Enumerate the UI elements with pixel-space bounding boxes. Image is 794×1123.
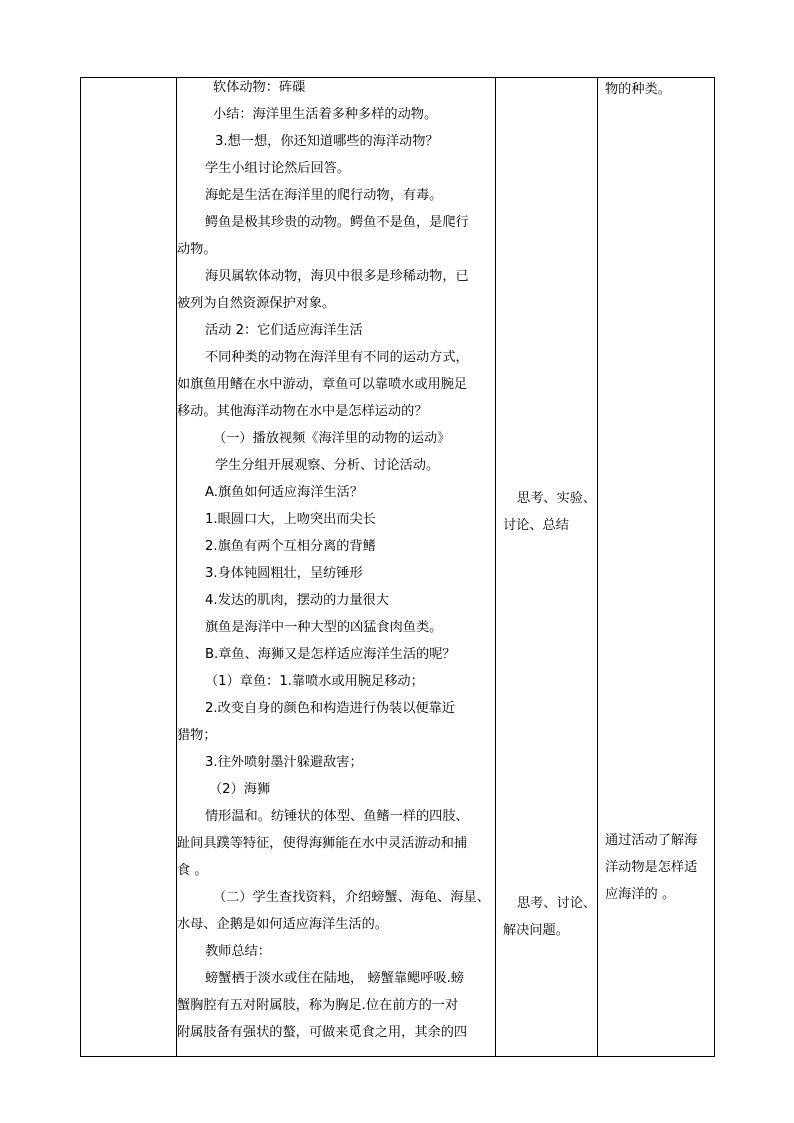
- content-line: 水母、企鹅是如何适应海洋生活的。: [177, 917, 388, 932]
- content-line: 教师总结：: [205, 944, 271, 959]
- activity-column: [495, 78, 597, 1056]
- intent-text: 通过活动了解海: [605, 833, 698, 848]
- content-line: 活动 2：它们适应海洋生活: [205, 323, 363, 338]
- content-line: 螃蟹栖于淡水或住在陆地， 螃蟹靠鳃呼吸.螃: [205, 971, 464, 986]
- content-line: 旗鱼是海洋中一种大型的凶猛食肉鱼类。: [205, 620, 443, 635]
- content-line: （2）海狮: [209, 782, 271, 797]
- content-line: 蟹胸腔有五对附属肢，称为胸足.位在前方的一对: [177, 998, 459, 1013]
- content-line: 3.往外喷射墨汁躲避敌害；: [205, 755, 363, 770]
- content-column: [177, 78, 495, 1056]
- activity-text: 讨论、总结: [503, 518, 569, 533]
- content-line: 软体动物：砗磲: [213, 80, 306, 95]
- content-line: 附属肢备有强状的螯，可做来觅食之用，其余的四: [177, 1025, 468, 1040]
- content-line: 小结：海洋里生活着多种多样的动物。: [213, 107, 438, 122]
- intent-text: 物的种类。: [605, 82, 671, 97]
- content-line: （一）播放视频《海洋里的动物的运动》: [213, 431, 451, 446]
- lesson-plan-table: [80, 77, 715, 1057]
- activity-text: 思考、实验、: [517, 491, 597, 506]
- content-line: B.章鱼、海狮又是怎样适应海洋生活的呢？: [205, 647, 456, 662]
- content-line: 3.身体钝圆粗壮，呈纺锤形: [205, 566, 363, 581]
- content-line: 海蛇是生活在海洋里的爬行动物，有毒。: [205, 188, 443, 203]
- content-line: （二）学生查找资料，介绍螃蟹、海龟、海星、: [213, 890, 490, 905]
- content-line: 动物。: [177, 242, 217, 257]
- content-line: 被列为自然资源保护对象。: [177, 296, 336, 311]
- intent-column: [597, 78, 715, 1056]
- content-line: 2.改变自身的颜色和构造进行伪装以便靠近: [205, 701, 455, 716]
- content-line: 食 。: [177, 863, 208, 878]
- content-line: 学生分组开展观察、分析、讨论活动。: [215, 458, 440, 473]
- content-line: 如旗鱼用鳍在水中游动，章鱼可以靠喷水或用腕足: [177, 377, 468, 392]
- intent-text: 应海洋的 。: [605, 887, 676, 902]
- content-line: 4.发达的肌肉，摆动的力量很大: [205, 593, 390, 608]
- content-line: 趾间具蹼等特征，使得海狮能在水中灵活游动和捕: [177, 836, 468, 851]
- content-line: 鳄鱼是极其珍贵的动物。鳄鱼不是鱼，是爬行: [205, 215, 469, 230]
- activity-text: 思考、讨论、: [517, 896, 597, 911]
- content-line: 情形温和。纺锤状的体型、鱼鳍一样的四肢、: [205, 809, 469, 824]
- content-line: 移动。其他海洋动物在水中是怎样运动的？: [177, 404, 428, 419]
- stage-column: [81, 78, 176, 1056]
- content-line: 猎物；: [177, 728, 217, 743]
- content-line: 1.眼圆口大，上吻突出而尖长: [205, 512, 376, 527]
- content-line: 海贝属软体动物，海贝中很多是珍稀动物，已: [205, 269, 469, 284]
- content-line: A.旗鱼如何适应海洋生活？: [205, 485, 364, 500]
- content-line: 2.旗鱼有两个互相分离的背鳍: [205, 539, 376, 554]
- content-line: 不同种类的动物在海洋里有不同的运动方式，: [205, 350, 469, 365]
- intent-text: 洋动物是怎样适: [605, 860, 698, 875]
- activity-text: 解决问题。: [503, 923, 569, 938]
- content-line: 3.想一想，你还知道哪些的海洋动物？: [215, 134, 439, 149]
- content-line: 学生小组讨论然后回答。: [205, 161, 351, 176]
- content-line: （1）章鱼：1.靠喷水或用腕足移动；: [205, 674, 424, 689]
